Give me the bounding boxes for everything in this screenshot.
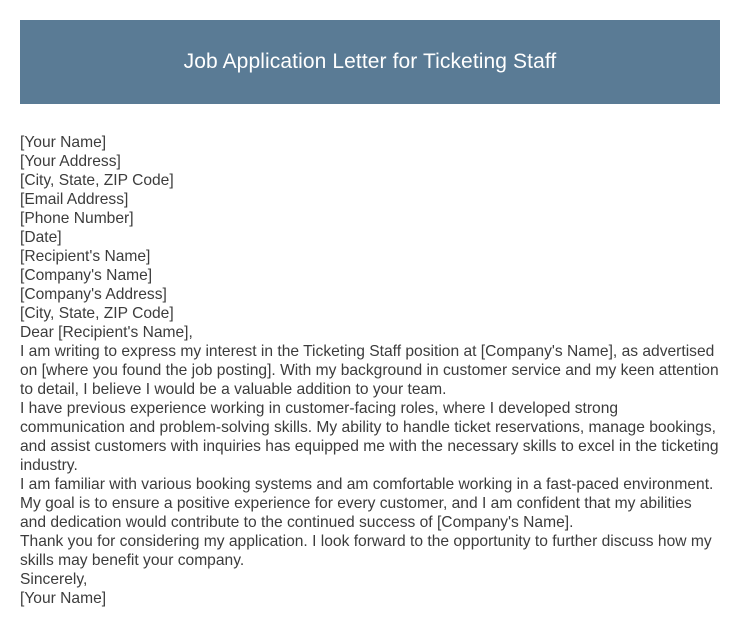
paragraph-skills: I am familiar with various booking systems and am comfortable working in a fast-paced environment. My goal is to ensure a positive experience for every customer, and I am confident that my abilities and dedication would contribute to the continued success of [Company's Name]. (20, 476, 714, 531)
sender-email: [Email Address] (20, 191, 129, 208)
letter-body (20, 133, 720, 608)
recipient-company-address: [Company's Address] (20, 286, 167, 303)
paragraph-experience: I have previous experience working in customer-facing roles, where I developed strong communication and problem-solving skills. My ability to handle ticket reservations, manage bookings, and assist customers with inquiries has equipped me with the necessary skills to excel in the ticketing industry. (20, 400, 719, 474)
letter-date: [Date] (20, 229, 62, 246)
recipient-company: [Company's Name] (20, 267, 153, 284)
sender-address: [Your Address] (20, 153, 121, 170)
closing: Sincerely, (20, 571, 88, 588)
signature: [Your Name] (20, 590, 107, 607)
sender-city-state-zip: [City, State, ZIP Code] (20, 172, 174, 189)
recipient-name: [Recipient's Name] (20, 248, 151, 265)
salutation: Dear [Recipient's Name], (20, 324, 193, 341)
recipient-city-state-zip: [City, State, ZIP Code] (20, 305, 174, 322)
paragraph-intro: I am writing to express my interest in the Ticketing Staff position at [Company's Name], as advertised on [where you found the job posting]. With my background in customer service and my keen attention to detail, I believe I would be a valuable addition to your team. (20, 343, 719, 398)
page-title: Job Application Letter for Ticketing Staff (183, 50, 557, 73)
sender-phone: [Phone Number] (20, 210, 134, 227)
paragraph-thanks: Thank you for considering my application. I look forward to the opportunity to further discuss how my skills may benefit your company. (20, 533, 712, 569)
letter-header-banner (20, 20, 720, 104)
sender-name: [Your Name] (20, 134, 107, 151)
